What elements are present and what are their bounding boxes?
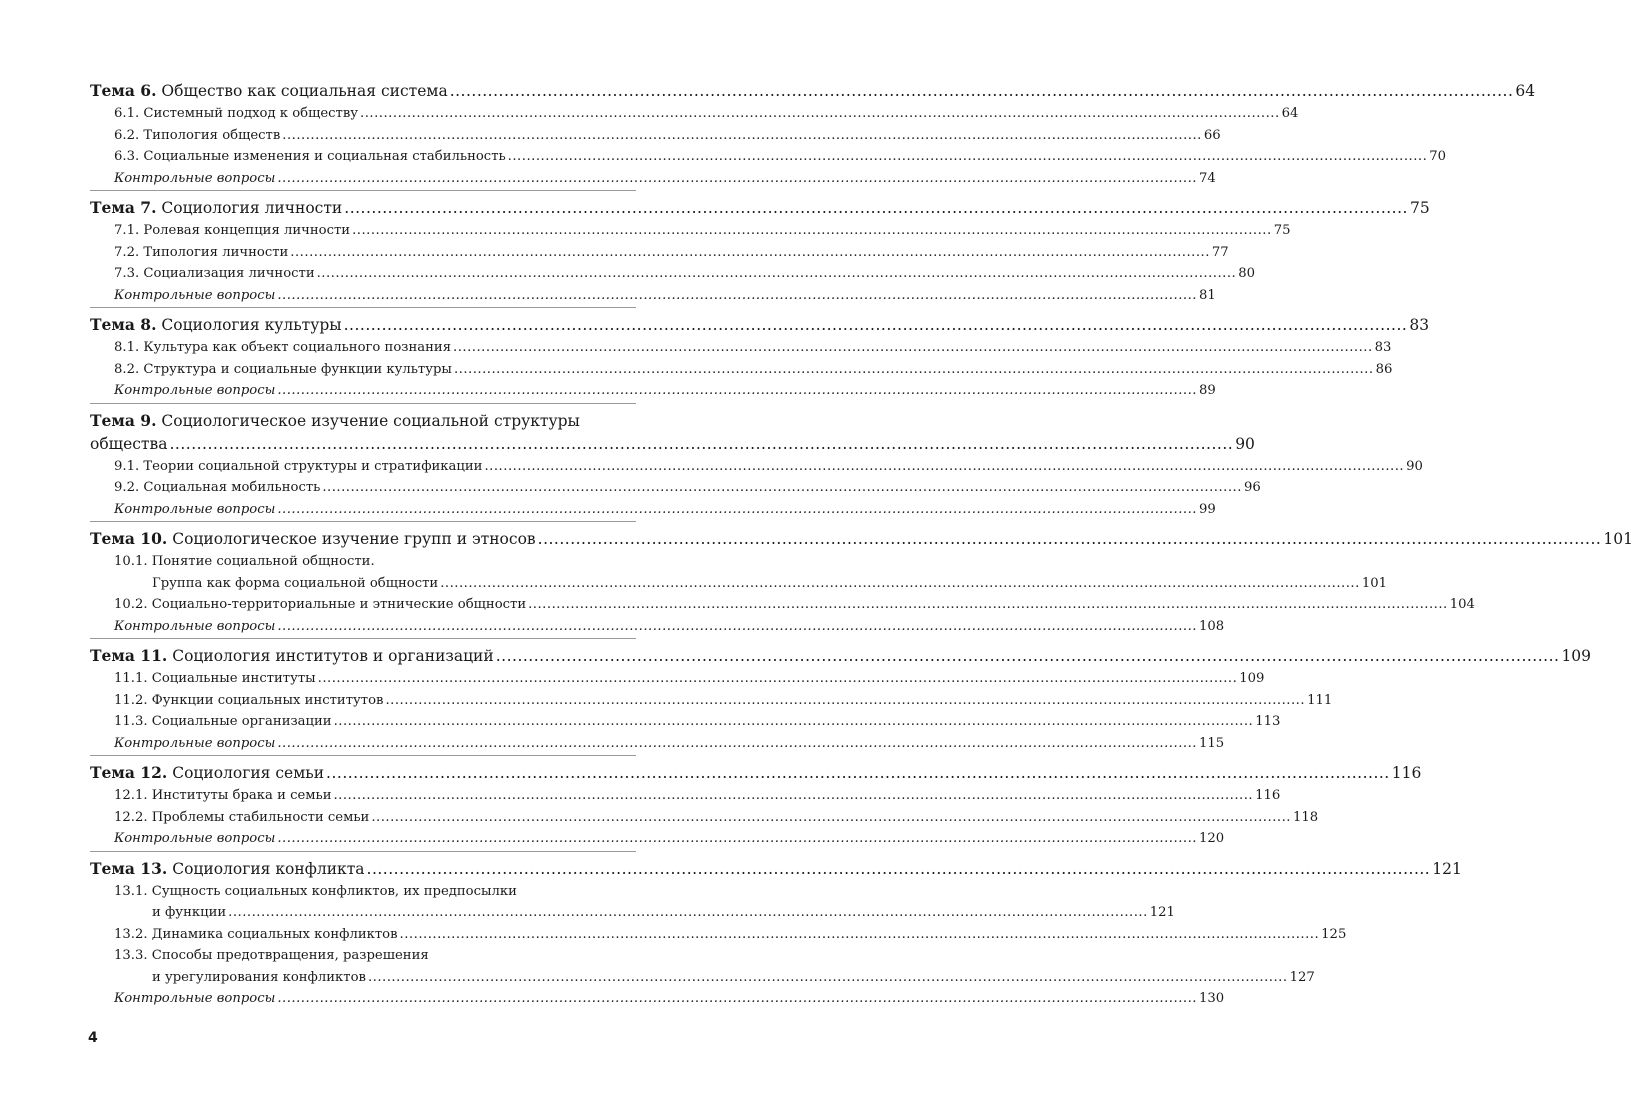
chapter-label: Тема 11. [90,646,168,665]
page-ref: 113 [1255,714,1281,729]
page-ref: 104 [1449,597,1475,612]
dot-leader [320,477,1244,499]
toc-entry-line2[interactable] [90,967,1315,989]
entry-title: 12.1. Институты брака и семьи [114,788,332,803]
toc-entry[interactable] [90,359,1393,381]
entry-title: 10.1. Понятие социальной общности. [114,554,375,569]
entry-title-continued: Группа как форма социальной общности [152,575,439,591]
toc-entry[interactable] [90,103,1299,125]
page-ref: 115 [1198,735,1225,751]
page-number: 4 [88,1030,98,1046]
chapter-heading-line2[interactable] [90,433,1255,456]
toc-entry[interactable] [90,220,1291,242]
page-ref: 121 [1432,859,1462,878]
dot-leader [280,125,1204,147]
entry-title: Контрольные вопросы [114,170,276,186]
page-ref: 66 [1203,127,1221,143]
page-ref: 109 [1239,671,1265,686]
dot-leader [482,456,1406,478]
page-ref: 64 [1281,106,1299,121]
control-questions-entry[interactable] [90,616,1225,638]
dot-leader [438,573,1362,595]
chapter-label: Тема 7. [90,198,157,217]
entry-title: 8.1. Культура как объект социального познания [114,340,452,355]
entry-title: 13.2. Динамика социальных конфликтов [114,926,398,942]
control-questions-entry[interactable] [90,499,1216,521]
toc-entry[interactable] [90,125,1221,147]
entry-title: 8.2. Структура и социальные функции культуры [114,361,452,377]
dot-leader [275,168,1199,190]
page-ref: 75 [1409,199,1430,217]
dot-leader [452,359,1376,381]
chapter-title: Социологическое изучение социальной структуры [161,411,580,430]
page-ref: 75 [1273,223,1291,238]
chapter-7 [90,190,1430,307]
dot-leader [275,380,1199,402]
dot-leader [448,80,1516,103]
page-ref: 64 [1515,82,1536,100]
toc-entry[interactable] [90,668,1265,690]
dot-leader [324,762,1392,785]
toc-entry-line1[interactable] [90,881,636,903]
page-ref: 116 [1391,764,1422,782]
page-ref: 118 [1292,809,1319,825]
page-ref: 116 [1255,788,1281,803]
control-questions-entry[interactable] [90,828,1225,850]
entry-title: Контрольные вопросы [114,501,276,517]
entry-title: 9.2. Социальная мобильность [114,480,321,495]
page-ref: 70 [1429,149,1447,164]
dot-leader [275,733,1199,755]
toc-entry[interactable] [90,690,1333,712]
dot-leader [275,988,1199,1010]
page-ref: 120 [1198,831,1225,846]
toc-entry-line2[interactable] [90,573,1387,595]
entry-title: Контрольные вопросы [114,287,276,303]
table-of-contents [90,79,1633,1011]
toc-entry[interactable] [90,477,1261,499]
dot-leader [331,785,1255,807]
toc-entry-line2[interactable] [90,902,1175,924]
chapter-13 [90,851,1462,1011]
chapter-6 [90,79,1536,190]
toc-entry[interactable] [90,242,1229,264]
chapter-heading-line1[interactable] [90,409,636,433]
chapter-heading[interactable] [90,644,1592,668]
page-ref: 101 [1361,575,1387,591]
page-ref: 83 [1374,340,1392,355]
chapter-10 [90,521,1633,638]
entry-title: Контрольные вопросы [114,831,276,846]
page-ref: 96 [1243,480,1261,495]
entry-title: 11.2. Функции социальных институтов [114,692,384,708]
dot-leader [275,828,1199,850]
chapter-label: Тема 13. [90,858,168,878]
dot-leader [536,528,1604,551]
chapter-11 [90,638,1592,755]
page-ref: 125 [1321,926,1347,942]
chapter-label: Тема 8. [90,315,157,334]
entry-title: 11.3. Социальные организации [114,714,332,729]
toc-entry[interactable] [90,594,1475,616]
dot-leader [366,967,1290,989]
chapter-title: Социология конфликта [172,859,365,878]
page-ref: 99 [1198,501,1216,517]
entry-title-continued: и функции [152,905,227,920]
toc-entry[interactable] [90,711,1281,733]
page-ref: 130 [1198,991,1225,1006]
dot-leader [275,499,1199,521]
dot-leader [275,616,1199,638]
page-ref: 74 [1198,170,1216,186]
toc-entry[interactable] [90,807,1319,829]
entry-title: Контрольные вопросы [114,618,276,634]
entry-title: 7.3. Социализация личности [114,266,315,281]
dot-leader [342,197,1410,220]
control-questions-entry[interactable] [90,733,1225,755]
page-ref: 89 [1198,383,1216,398]
dot-leader [167,433,1235,456]
dot-leader [315,263,1239,285]
page-ref: 80 [1238,266,1256,281]
entry-title: 12.2. Проблемы стабильности семьи [114,809,370,825]
entry-title: Контрольные вопросы [114,991,276,1006]
chapter-heading[interactable] [90,196,1430,220]
dot-leader [383,690,1307,712]
control-questions-entry[interactable] [90,988,1225,1010]
page-ref: 121 [1149,905,1175,920]
control-questions-entry[interactable] [90,285,1216,307]
dot-leader [332,711,1256,733]
chapter-title-continued: общества [90,434,168,453]
entry-title-continued: и урегулирования конфликтов [152,969,366,985]
entry-title: 7.2. Типология личности [114,244,289,260]
chapter-heading[interactable] [90,79,1536,103]
chapter-label: Тема 10. [90,529,168,548]
toc-entry[interactable] [90,924,1347,946]
entry-title: 6.3. Социальные изменения и социальная стабильность [114,149,506,164]
chapter-title: Общество как социальная система [161,82,448,100]
chapter-title: Социологическое изучение групп и этносов [172,530,536,548]
page-ref: 77 [1211,244,1229,260]
entry-title: Контрольные вопросы [114,735,276,751]
entry-title: Контрольные вопросы [114,383,276,398]
page-ref: 86 [1375,361,1393,377]
dot-leader [275,285,1199,307]
entry-title: 13.3. Способы предотвращения, разрешения [114,948,429,963]
chapter-title: Социология культуры [161,316,342,334]
dot-leader [451,337,1375,359]
dot-leader [494,645,1562,668]
entry-title: 6.1. Системный подход к обществу [114,106,359,121]
chapter-heading[interactable] [90,313,1430,337]
chapter-heading[interactable] [90,857,1462,881]
entry-title: 7.1. Ролевая концепция личности [114,223,351,238]
entry-title: 6.2. Типология обществ [114,127,281,143]
dot-leader [342,314,1410,337]
dot-leader [288,242,1212,264]
page-ref: 83 [1409,316,1430,334]
chapter-title: Социология личности [161,199,343,217]
chapter-heading[interactable] [90,761,1422,785]
control-questions-entry[interactable] [90,168,1216,190]
entry-title: 10.2. Социально-территориальные и этнические общности [114,597,527,612]
chapter-label: Тема 9. [90,410,157,430]
page-ref: 90 [1406,458,1423,474]
entry-title: 9.1. Теории социальной структуры и стратификации [114,458,483,474]
toc-entry[interactable] [90,337,1392,359]
page-ref: 109 [1561,647,1592,665]
page-ref: 127 [1289,969,1315,985]
toc-entry-line1[interactable] [90,945,636,967]
dot-leader [316,668,1240,690]
dot-leader [226,902,1150,924]
page-ref: 111 [1307,692,1333,708]
chapter-label: Тема 12. [90,763,168,782]
dot-leader [369,807,1293,829]
toc-entry[interactable] [90,146,1447,168]
chapter-label: Тема 6. [90,81,157,100]
dot-leader [365,858,1433,881]
entry-title: 11.1. Социальные институты [114,671,316,686]
page-ref: 101 [1603,530,1633,548]
dot-leader [358,103,1282,125]
chapter-title: Социология институтов и организаций [172,647,494,665]
toc-entry[interactable] [90,263,1256,285]
page-ref: 108 [1198,618,1225,634]
toc-entry[interactable] [90,456,1423,478]
chapter-heading[interactable] [90,527,1633,551]
page-ref: 90 [1235,434,1255,453]
chapter-8 [90,307,1430,403]
dot-leader [350,220,1274,242]
chapter-9 [90,403,1423,522]
page-ref: 81 [1198,287,1216,303]
chapter-title: Социология семьи [172,764,325,782]
toc-entry-line1[interactable] [90,551,636,573]
dot-leader [398,924,1322,946]
chapter-12 [90,755,1422,851]
entry-title: 13.1. Сущность социальных конфликтов, их предпосылки [114,883,517,899]
dot-leader [526,594,1450,616]
dot-leader [506,146,1430,168]
toc-entry[interactable] [90,785,1281,807]
control-questions-entry[interactable] [90,380,1216,402]
